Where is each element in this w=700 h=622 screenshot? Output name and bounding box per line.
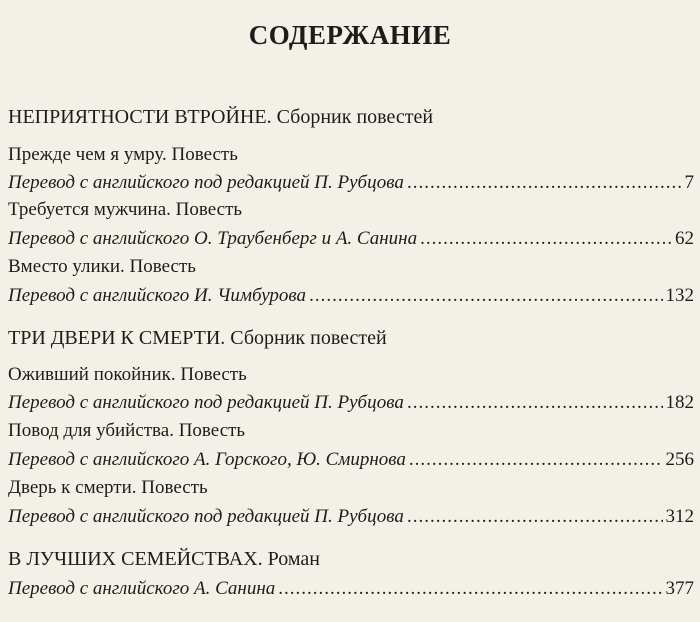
collection-subtitle: Сборник повестей <box>276 106 434 128</box>
page-number: 62 <box>675 228 694 249</box>
page-number: 312 <box>665 506 694 527</box>
dot-leader <box>407 170 682 196</box>
toc-entry <box>8 504 694 530</box>
story-title: Повод для убийства. Повесть <box>8 420 246 441</box>
collection-heading: В ЛУЧШИХ СЕМЕЙСТВАХ. Роман <box>8 548 320 570</box>
collection-title: ТРИ ДВЕРИ К СМЕРТИ <box>8 327 221 349</box>
story-title: Оживший покойник. Повесть <box>8 364 247 385</box>
dot-leader <box>420 226 672 252</box>
page-number: 7 <box>684 172 694 193</box>
dot-leader <box>407 390 663 416</box>
collection-heading: НЕПРИЯТНОСТИ ВТРОЙНЕ. Сборник повестей <box>8 106 434 128</box>
story-title: Дверь к смерти. Повесть <box>8 477 208 498</box>
translator-credit: Перевод с английского под редакцией П. Рубцова <box>8 392 404 413</box>
toc-entry <box>8 447 694 473</box>
translator-credit: Перевод с английского под редакцией П. Рубцова <box>8 172 404 193</box>
collection-title: В ЛУЧШИХ СЕМЕЙСТВАХ <box>8 548 258 570</box>
page-number: 256 <box>665 449 694 470</box>
dot-leader <box>407 504 663 530</box>
page-number: 182 <box>665 392 694 413</box>
translator-credit: Перевод с английского О. Траубенберг и А. Санина <box>8 228 418 249</box>
toc-entry <box>8 226 694 252</box>
toc-entry <box>8 576 694 602</box>
collection-heading: ТРИ ДВЕРИ К СМЕРТИ. Сборник повестей <box>8 327 387 349</box>
translator-credit: Перевод с английского А. Горского, Ю. Смирнова <box>8 449 406 470</box>
collection-subtitle: Роман <box>267 548 320 570</box>
dot-leader <box>278 576 662 602</box>
dot-leader <box>309 283 662 309</box>
page-title: СОДЕРЖАНИЕ <box>248 20 452 50</box>
page-number: 132 <box>665 285 694 306</box>
translator-credit: Перевод с английского под редакцией П. Рубцова <box>8 506 404 527</box>
story-title: Прежде чем я умру. Повесть <box>8 144 238 165</box>
story-title: Требуется мужчина. Повесть <box>8 199 243 220</box>
translator-credit: Перевод с английского А. Санина <box>8 578 276 599</box>
translator-credit: Перевод с английского И. Чимбурова <box>8 285 307 306</box>
toc-entry <box>8 283 694 309</box>
toc-entry <box>8 170 694 196</box>
toc-entry <box>8 390 694 416</box>
collection-subtitle: Сборник повестей <box>230 327 387 349</box>
page-number: 377 <box>665 578 694 599</box>
collection-title: НЕПРИЯТНОСТИ ВТРОЙНЕ <box>8 106 267 128</box>
dot-leader <box>409 447 663 473</box>
story-title: Вместо улики. Повесть <box>8 256 196 277</box>
